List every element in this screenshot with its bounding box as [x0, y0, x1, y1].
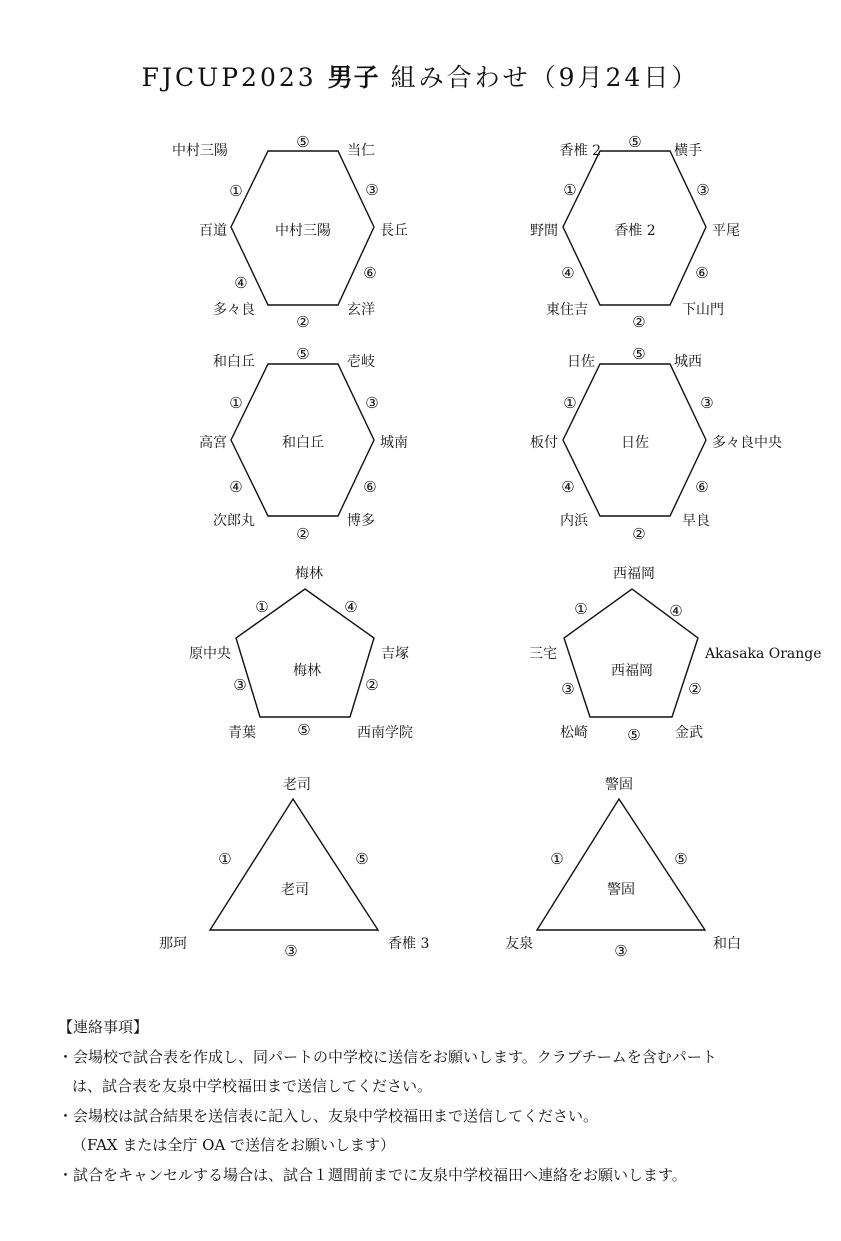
hexagon-group [172, 133, 408, 331]
match-number: ② [688, 680, 702, 698]
note-line: は、試合表を友泉中学校福田まで送信してください。 [72, 1077, 433, 1095]
team-label: 玄洋 [347, 302, 375, 318]
pentagon-group [189, 565, 413, 741]
match-number: ③ [700, 394, 714, 412]
team-label: 野間 [530, 223, 558, 239]
match-number: ⑤ [628, 133, 642, 151]
match-number: ③ [284, 942, 298, 960]
match-number: ⑥ [363, 264, 377, 282]
title-prefix: FJCUP2023 [141, 63, 328, 92]
title-suffix: 組み合わせ（9月24日） [379, 63, 700, 92]
team-label: 当仁 [347, 143, 375, 159]
match-number: ④ [229, 478, 243, 496]
match-number: ③ [365, 181, 379, 199]
match-number: ③ [233, 676, 247, 694]
match-number: ④ [561, 478, 575, 496]
team-label: 下山門 [682, 302, 724, 318]
match-number: ③ [614, 942, 628, 960]
match-number: ⑤ [296, 133, 310, 151]
note-line: ・会場校は試合結果を送信表に記入し、友泉中学校福田まで送信してください。 [58, 1106, 599, 1125]
team-label: Akasaka Orange [705, 646, 822, 662]
group-center-label: 和白丘 [282, 435, 324, 451]
group-center-label: 老司 [281, 882, 309, 898]
notes-heading: 【連絡事項】 [58, 1018, 149, 1036]
match-number: ③ [561, 680, 575, 698]
team-label: 老司 [283, 777, 311, 793]
team-label: 警固 [605, 777, 633, 793]
group-center-label: 中村三陽 [275, 223, 331, 239]
match-number: ③ [696, 181, 710, 199]
note-line: ・試合をキャンセルする場合は、試合１週間前までに友泉中学校福田へ連絡をお願いします。 [58, 1165, 687, 1184]
group-center-label: 警固 [607, 882, 635, 898]
team-label: 那珂 [159, 936, 187, 952]
match-number: ⑤ [297, 721, 311, 739]
match-number: ⑤ [355, 850, 369, 868]
team-label: 平尾 [712, 223, 740, 239]
notes-section [58, 1013, 838, 1190]
note-line: （FAX または全庁 OA で送信をお願いします） [72, 1136, 396, 1154]
group-center-label: 西福岡 [611, 663, 653, 679]
match-number: ② [632, 313, 646, 331]
team-label: 次郎丸 [213, 513, 255, 529]
match-number: ② [296, 525, 310, 543]
title-bold: 男子 [327, 63, 380, 92]
team-label: 青葉 [228, 725, 256, 741]
match-number: ① [255, 598, 269, 616]
team-label: 高宮 [199, 435, 227, 451]
hexagon-group [199, 345, 408, 543]
match-number: ⑤ [632, 345, 646, 363]
match-number: ⑤ [674, 850, 688, 868]
team-label: 城西 [674, 354, 702, 370]
team-label: 多々良 [213, 302, 255, 318]
team-label: 長丘 [380, 223, 408, 239]
team-label: 松崎 [560, 725, 588, 741]
match-number: ② [296, 313, 310, 331]
match-number: ⑥ [363, 478, 377, 496]
team-label: 中村三陽 [172, 143, 228, 159]
team-label: 多々良中央 [712, 435, 782, 451]
pentagon-group [529, 566, 822, 744]
match-number: ① [574, 600, 588, 618]
team-label: 和白 [713, 936, 741, 952]
team-label: 西南学院 [357, 725, 413, 741]
team-label: 西福岡 [613, 566, 655, 582]
match-number: ④ [669, 602, 683, 620]
match-number: ④ [234, 274, 248, 292]
match-number: ⑥ [695, 264, 709, 282]
match-number: ⑤ [296, 345, 310, 363]
hexagon-group [530, 345, 782, 543]
group-center-label: 梅林 [293, 663, 321, 679]
note-line: ・会場校で試合表を作成し、同パートの中学校に送信をお願いします。クラブチームを含むパート [58, 1047, 717, 1066]
match-number: ④ [561, 264, 575, 282]
triangle-group [159, 776, 429, 960]
match-number: ④ [344, 598, 358, 616]
group-center-label: 香椎 2 [614, 223, 656, 239]
team-label: 壱岐 [347, 354, 375, 370]
group-center-label: 日佐 [621, 435, 649, 451]
team-label: 博多 [347, 513, 375, 529]
team-label: 原中央 [189, 646, 231, 662]
match-number: ① [550, 850, 564, 868]
triangle-group [505, 776, 741, 960]
match-number: ① [563, 394, 577, 412]
hexagon-group [530, 133, 740, 331]
triangle-outline [210, 799, 378, 930]
team-label: 金武 [675, 725, 703, 741]
team-label: 友泉 [505, 936, 533, 952]
team-label: 吉塚 [381, 646, 409, 662]
team-label: 香椎 2 [559, 143, 601, 159]
team-label: 城南 [380, 435, 408, 451]
team-label: 内浜 [560, 513, 588, 529]
match-number: ⑥ [695, 478, 709, 496]
team-label: 三宅 [529, 646, 557, 662]
team-label: 板付 [530, 435, 558, 451]
team-label: 日佐 [567, 354, 595, 370]
match-number: ① [229, 182, 243, 200]
team-label: 早良 [682, 513, 710, 529]
team-label: 梅林 [295, 566, 323, 582]
team-label: 百道 [199, 223, 227, 239]
match-number: ③ [365, 394, 379, 412]
match-number: ① [563, 181, 577, 199]
match-number: ② [632, 525, 646, 543]
match-number: ⑤ [627, 726, 641, 744]
team-label: 和白丘 [213, 354, 255, 370]
team-label: 香椎 3 [388, 936, 430, 952]
team-label: 東住吉 [546, 302, 588, 318]
match-number: ① [218, 850, 232, 868]
team-label: 横手 [674, 143, 702, 159]
match-number: ① [229, 394, 243, 412]
match-number: ② [365, 676, 379, 694]
